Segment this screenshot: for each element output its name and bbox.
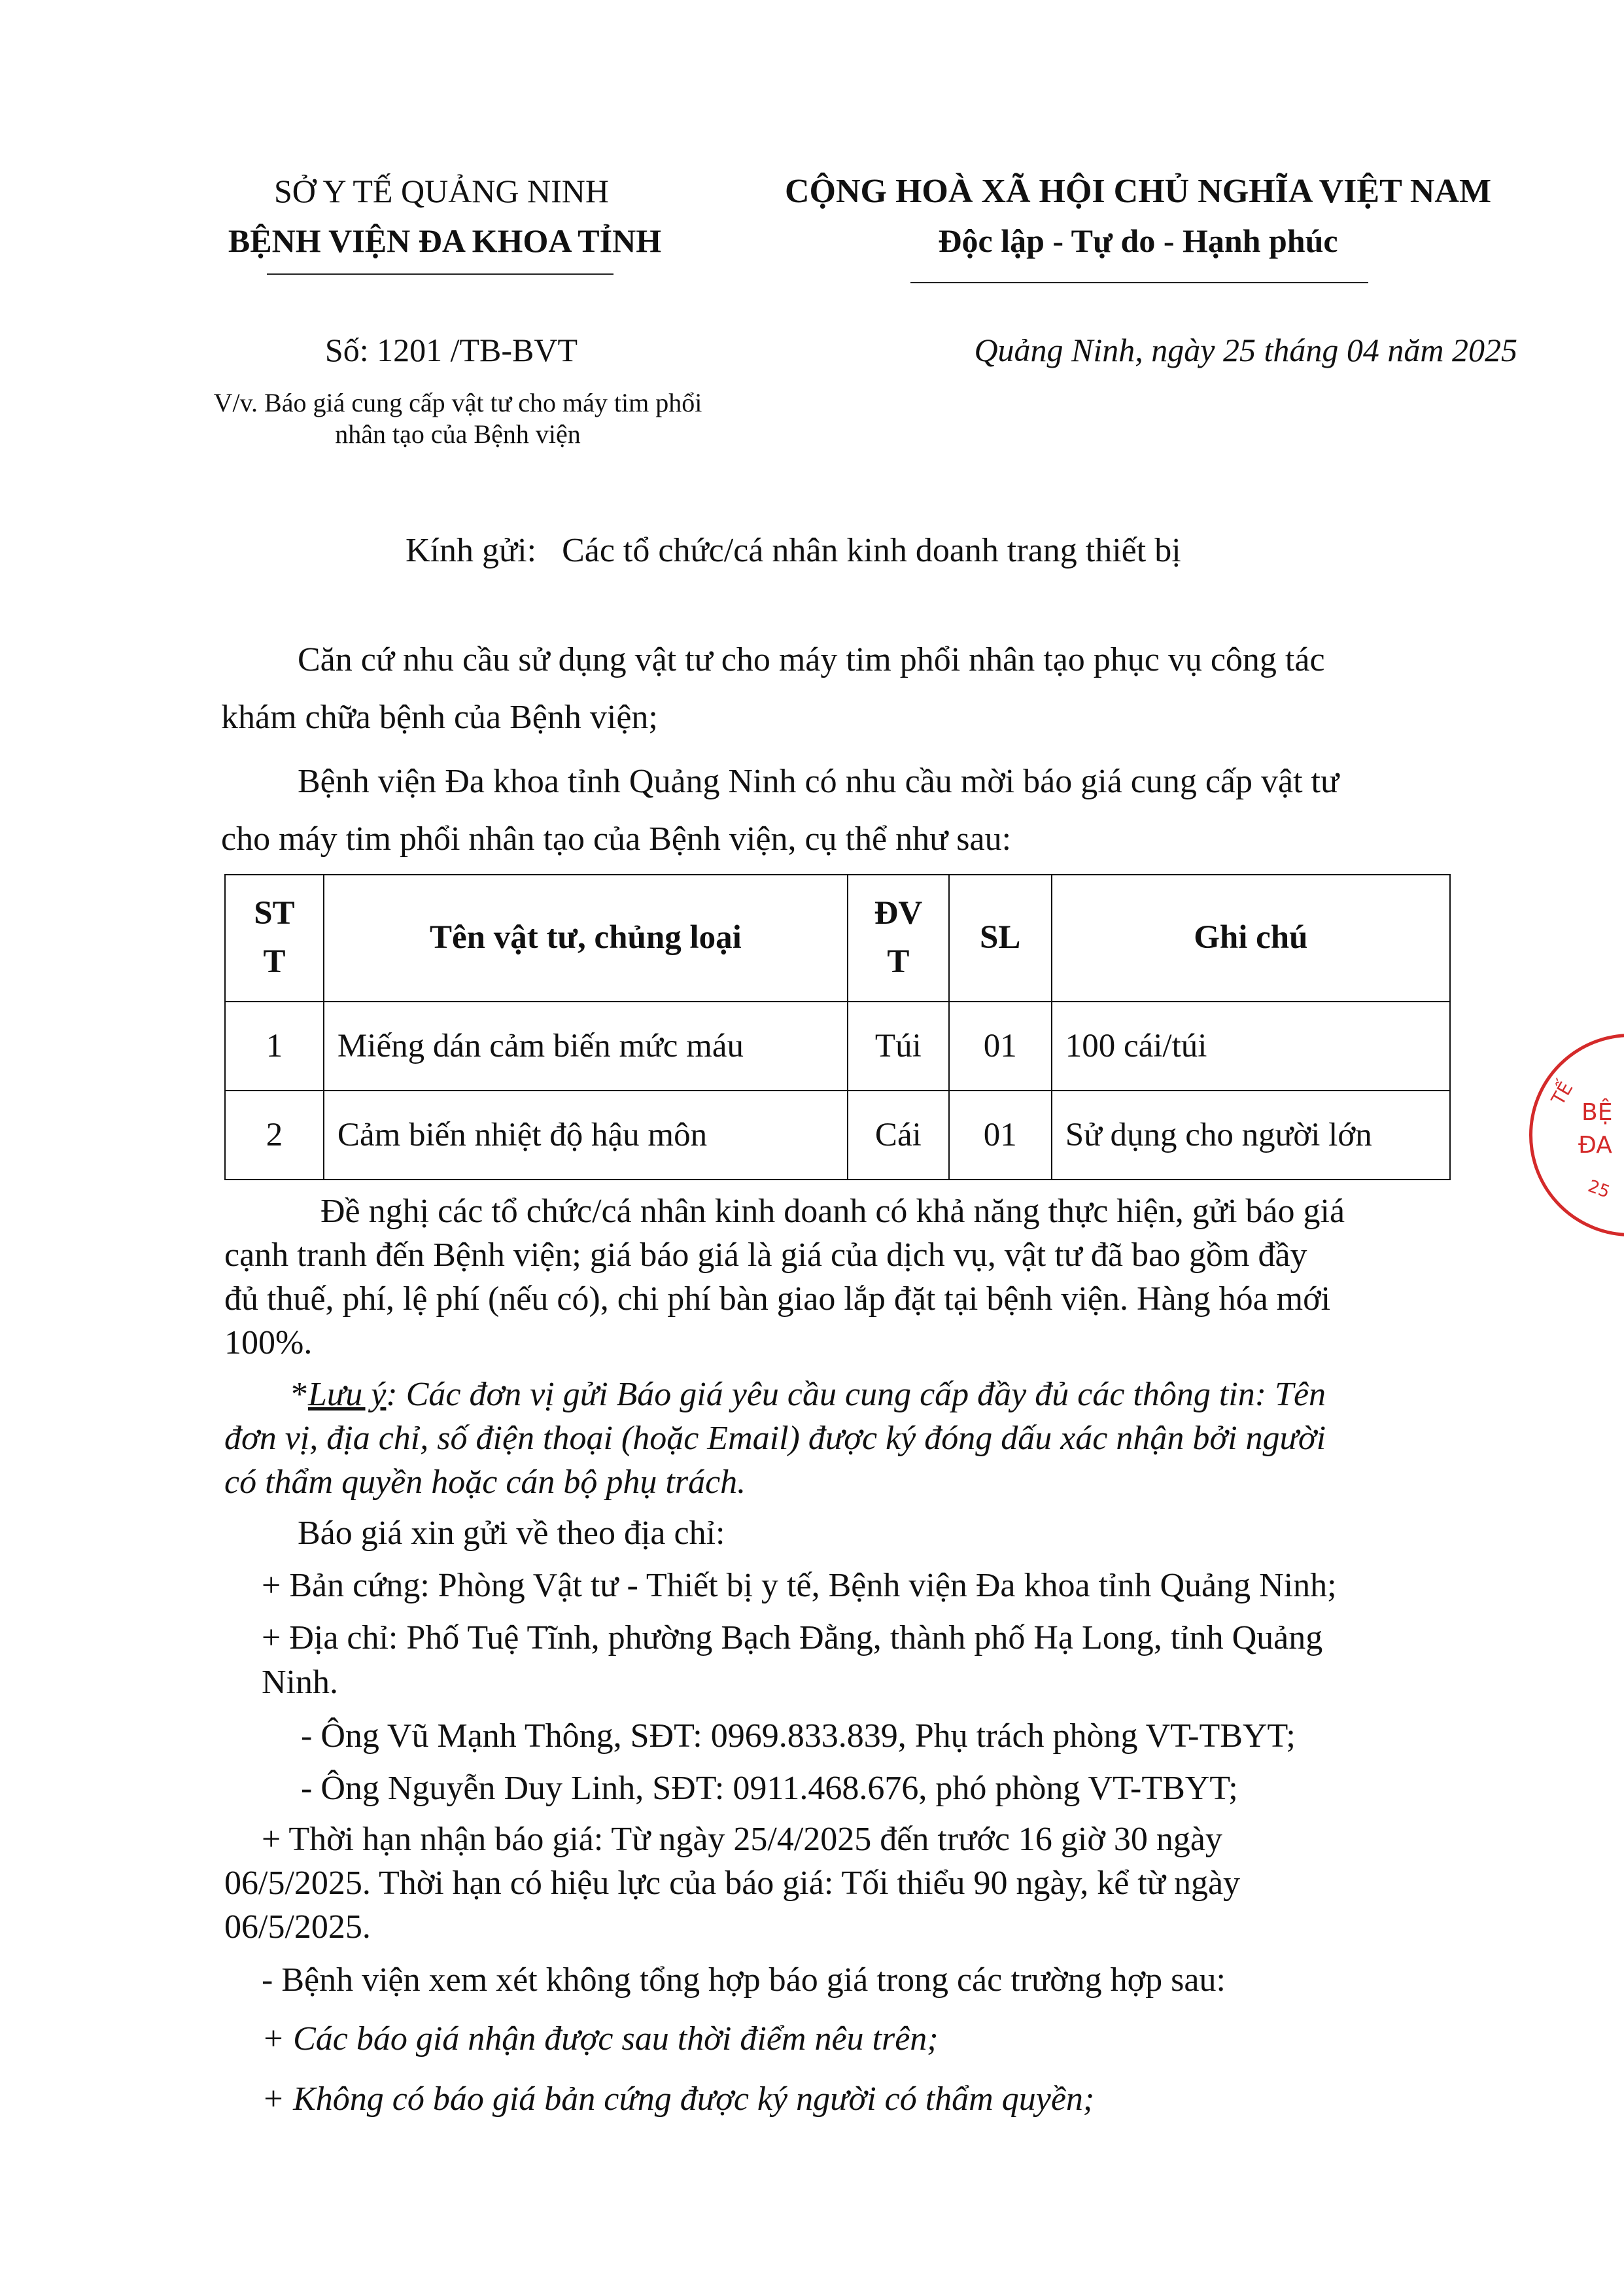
document-number: Số: 1201 /TB-BVT	[324, 332, 578, 368]
motto-underline	[910, 282, 1368, 283]
reject-item-2: + Không có báo giá bản cứng được ký người có thẩm quyền;	[262, 2080, 1095, 2118]
row-stt: 2	[225, 1091, 324, 1180]
note-label: Lưu ý	[308, 1376, 387, 1413]
row-qty: 01	[949, 1091, 1052, 1180]
row-note: Sử dụng cho người lớn	[1052, 1091, 1450, 1180]
stamp-text-2: BỆ	[1581, 1099, 1613, 1126]
table-header-row	[225, 875, 1450, 1002]
hard-copy-line: + Bản cứng: Phòng Vật tư - Thiết bị y tế, Bệnh viện Đa khoa tỉnh Quảng Ninh;	[262, 1567, 1337, 1604]
recipient-line	[406, 527, 1181, 574]
header-note: Ghi chú	[1052, 875, 1450, 1002]
recipient-value: Các tổ chức/cá nhân kinh doanh trang thiết bị	[562, 532, 1181, 569]
row-unit: Túi	[848, 1002, 949, 1091]
hospital-stamp	[1529, 1034, 1624, 1236]
intro-p1-line1: Căn cứ nhu cầu sử dụng vật tư cho máy tim phổi nhân tạo phục vụ công tác	[298, 641, 1325, 678]
header-name: Tên vật tư, chủng loại	[324, 875, 848, 1002]
recipient-label: Kính gửi:	[406, 532, 537, 569]
deadline-line1: + Thời hạn nhận báo giá: Từ ngày 25/4/2025 đến trước 16 giờ 30 ngày	[262, 1821, 1222, 1858]
row-unit: Cái	[848, 1091, 949, 1180]
national-title: CỘNG HOÀ XÃ HỘI CHỦ NGHĨA VIỆT NAM	[784, 173, 1492, 210]
note-prefix: *	[291, 1376, 308, 1413]
note-text: : Các đơn vị gửi Báo giá yêu cầu cung cấp đầy đủ các thông tin: Tên	[386, 1376, 1326, 1413]
address-line1: + Địa chỉ: Phố Tuệ Tĩnh, phường Bạch Đằng, thành phố Hạ Long, tỉnh Quảng	[262, 1619, 1323, 1656]
request-line1: Đề nghị các tổ chức/cá nhân kinh doanh có khả năng thực hiện, gửi báo giá	[320, 1193, 1345, 1230]
stamp-text-4: 25	[1585, 1176, 1613, 1202]
items-table	[224, 874, 1451, 1180]
request-line3: đủ thuế, phí, lệ phí (nếu có), chi phí bàn giao lắp đặt tại bệnh viện. Hàng hóa mới	[224, 1280, 1331, 1318]
request-line4: 100%.	[224, 1324, 313, 1361]
note-line2: đơn vị, địa chỉ, số điện thoại (hoặc Email) được ký đóng dấu xác nhận bởi người	[224, 1420, 1326, 1457]
intro-p2-line1: Bệnh viện Đa khoa tỉnh Quảng Ninh có nhu cầu mời báo giá cung cấp vật tư	[298, 763, 1339, 800]
contact-line2: - Ông Nguyễn Duy Linh, SĐT: 0911.468.676, phó phòng VT-TBYT;	[301, 1770, 1238, 1807]
deadline-line3: 06/5/2025.	[224, 1908, 371, 1946]
stamp-text-3: ĐA	[1578, 1132, 1612, 1159]
national-motto: Độc lập - Tự do - Hạnh phúc	[938, 222, 1338, 259]
intro-p2-line2: cho máy tim phổi nhân tạo của Bệnh viện, cụ thể như sau:	[221, 820, 1012, 858]
issuer-hospital: BỆNH VIỆN ĐA KHOA TỈNH	[228, 222, 662, 259]
issuer-underline	[267, 273, 613, 275]
table-row	[225, 1091, 1450, 1180]
send-to-line: Báo giá xin gửi về theo địa chỉ:	[298, 1515, 725, 1552]
intro-p1-line2: khám chữa bệnh của Bệnh viện;	[221, 699, 658, 736]
subject-line-2: nhân tạo của Bệnh viện	[335, 419, 581, 449]
header-stt: ST T	[225, 875, 324, 1002]
row-name: Cảm biến nhiệt độ hậu môn	[324, 1091, 848, 1180]
request-line2: cạnh tranh đến Bệnh viện; giá báo giá là giá của dịch vụ, vật tư đã bao gồm đầy	[224, 1236, 1307, 1274]
note-line1	[291, 1371, 1326, 1418]
row-stt: 1	[225, 1002, 324, 1091]
row-qty: 01	[949, 1002, 1052, 1091]
row-name: Miếng dán cảm biến mức máu	[324, 1002, 848, 1091]
issuer-department: SỞ Y TẾ QUẢNG NINH	[273, 173, 609, 209]
header-qty: SL	[949, 875, 1052, 1002]
row-note: 100 cái/túi	[1052, 1002, 1450, 1091]
stamp-text-1: TẾ	[1547, 1078, 1578, 1109]
document-date: Quảng Ninh, ngày 25 tháng 04 năm 2025	[974, 332, 1517, 368]
subject-line-1: V/v. Báo giá cung cấp vật tư cho máy tim phổi	[213, 388, 702, 417]
header-unit: ĐV T	[848, 875, 949, 1002]
reject-intro: - Bệnh viện xem xét không tổng hợp báo giá trong các trường hợp sau:	[262, 1961, 1226, 1999]
note-line3: có thẩm quyền hoặc cán bộ phụ trách.	[224, 1463, 746, 1501]
address-line2: Ninh.	[262, 1664, 338, 1701]
deadline-line2: 06/5/2025. Thời hạn có hiệu lực của báo giá: Tối thiểu 90 ngày, kể từ ngày	[224, 1865, 1241, 1902]
reject-item-1: + Các báo giá nhận được sau thời điểm nêu trên;	[262, 2020, 939, 2058]
contact-line1: - Ông Vũ Mạnh Thông, SĐT: 0969.833.839, Phụ trách phòng VT-TBYT;	[301, 1717, 1296, 1755]
table-row	[225, 1002, 1450, 1091]
